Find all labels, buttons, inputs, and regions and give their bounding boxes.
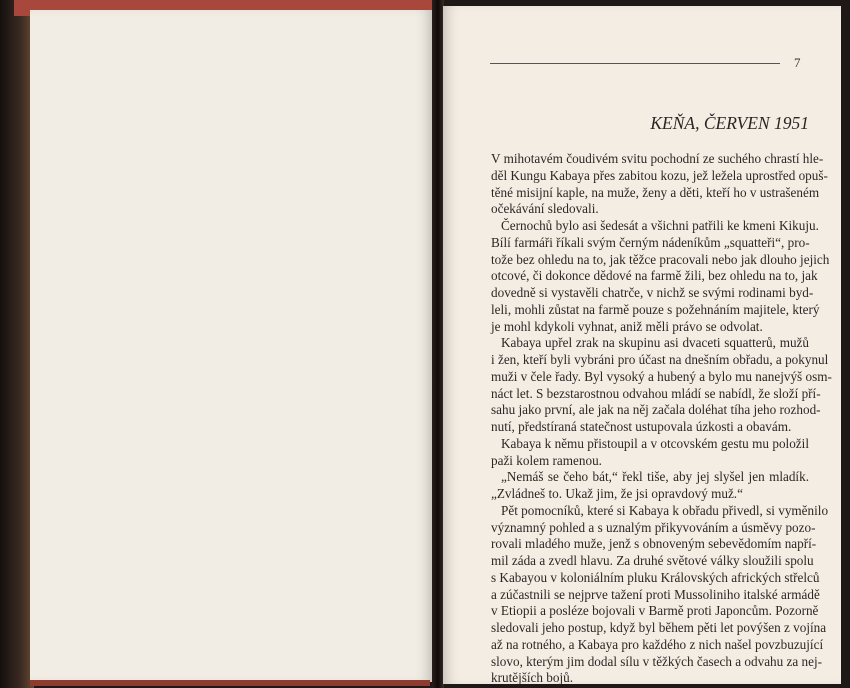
body-text <box>491 151 832 687</box>
right-page <box>443 6 841 684</box>
text-line: s Kabayou v koloniálním pluku Královských afrických střelců <box>491 569 820 585</box>
header-rule <box>490 63 780 64</box>
text-line: Kabaya upřel zrak na skupinu asi dvaceti squatterů, mužů <box>501 335 809 351</box>
text-line: i žen, kteří byli vybráni pro účast na dnešním obřadu, a pokynul <box>491 352 829 367</box>
text-line: leli, mohli zůstat na farmě pouze s požehnáním majitele, který <box>491 301 820 317</box>
text-line: „Nemáš se čeho bát,“ řekl tiše, aby jej slyšel jen mladík. <box>501 469 809 485</box>
text-line: sledovali jeho postup, když byl během pěti let povýšen z vojína <box>491 620 827 635</box>
text-line: mil záda a zvedl hlavu. Za druhé světové války sloužili spolu <box>491 553 814 568</box>
text-line: očekávání sledovali. <box>491 201 599 217</box>
text-line: Bílí farmáři říkali svým černým nádeníkům „squatteři“, pro- <box>491 234 810 250</box>
text-line: muži v čele řady. Byl vysoký a hubený a bylo mu nanejvýš osm- <box>491 368 832 384</box>
text-line: Černochů bylo asi šedesát a všichni patřili ke kmeni Kikuju. <box>501 218 819 233</box>
text-line: slovo, kterým jim dodal sílu v těžkých časech a odvahu za nej- <box>491 653 823 669</box>
text-line: rovali mladého muže, jenž s obnoveným sebevědomím napří- <box>491 536 817 552</box>
book-cover-edge <box>0 0 34 688</box>
text-line: paži kolem ramenou. <box>491 452 602 468</box>
cover-bottom-edge <box>30 680 430 686</box>
text-line: tože bez ohledu na to, jak těžce pracovali nebo jak dlouho jejich <box>491 251 830 267</box>
text-line: děl Kungu Kabaya přes zabitou kozu, jež ležela uprostřed opuš- <box>491 167 828 183</box>
text-line: těné misijní kaple, na muže, ženy a děti, kteří ho v ustrašeném <box>491 184 820 200</box>
text-line: otcové, či dokonce dědové na farmě žili, bez ohledu na to, jak <box>491 268 818 284</box>
text-line: a zúčastnili se nejprve tažení proti Mussoliniho italské armádě <box>491 586 820 602</box>
text-line: v Etiopii a posléze bojovali v Barmě proti Japoncům. Pozorně <box>491 603 819 619</box>
text-line: V mihotavém čoudivém svitu pochodní ze suchého chrastí hle- <box>491 151 824 166</box>
page-number: 7 <box>794 55 801 70</box>
chapter-title: KEŇA, ČERVEN 1951 <box>650 113 809 133</box>
text-line: významný pohled a s uznalým přikyvováním a úsměvy pozo- <box>491 519 816 535</box>
text-line: „Zvládneš to. Ukaž jim, že jsi opravdový muž.“ <box>491 486 743 501</box>
text-line: až na rotného, a Kabaya pro každého z nich našel povzbuzující <box>491 636 824 652</box>
left-page-blank <box>30 10 432 682</box>
text-line: nutí, předstíraná statečnost ustupovala úzkosti a obavám. <box>491 419 792 434</box>
text-line: krutějších bojů. <box>491 670 574 686</box>
text-line: dovedně si vystavěli chatrče, v nichž se svými rodinami byd- <box>491 285 814 300</box>
text-line: sahu jako první, ale jak na něj začala doléhat tíha jeho rozhod- <box>491 402 821 418</box>
text-line: náct let. S bezstarostnou odvahou mládí se nabídl, že složí pří- <box>491 385 821 401</box>
text-line: je mohl kdykoli vyhnat, aniž měli právo se odvolat. <box>491 318 763 334</box>
text-line: Kabaya k němu přistoupil a v otcovském gestu mu položil <box>501 435 809 451</box>
text-line: Pět pomocníků, které si Kabaya k obřadu přivedl, si vyměnilo <box>501 502 829 518</box>
